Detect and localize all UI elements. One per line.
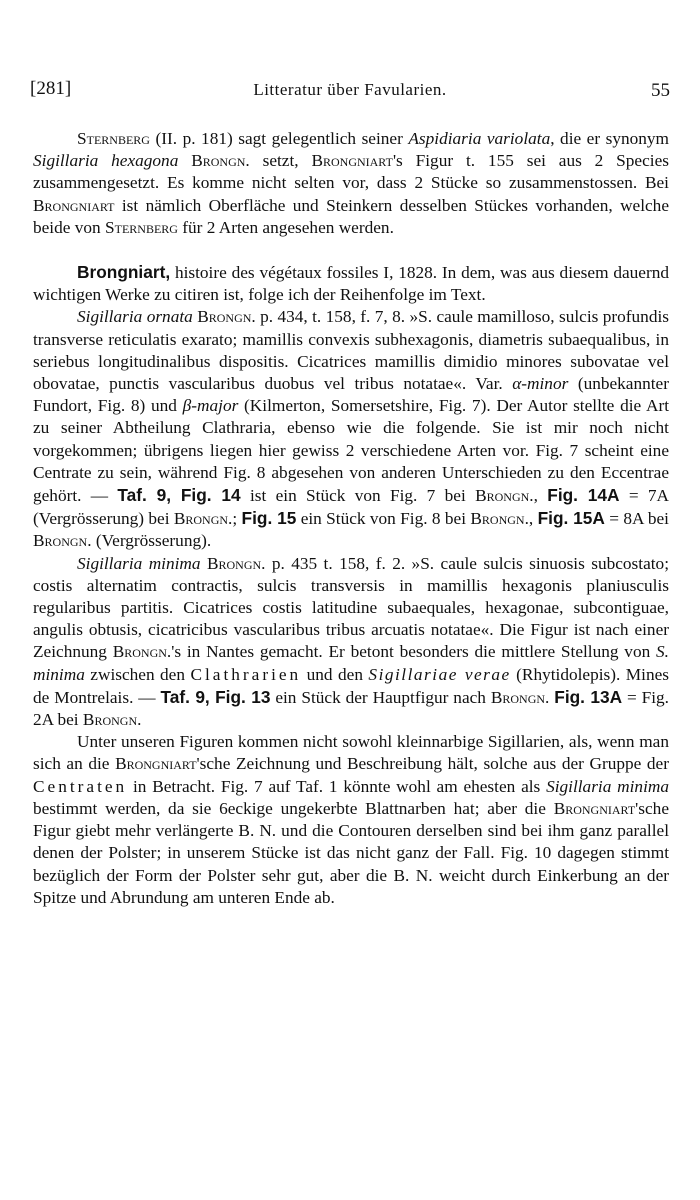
small-caps-name: Brongniart — [311, 151, 393, 171]
running-title: Litteratur über Favularien. — [253, 80, 447, 99]
spaced-term: Clathrarien — [190, 664, 302, 684]
text-run: ist nämlich Oberfläche und Steinkern desselben Stückes vorhanden, welche beide von — [33, 195, 669, 237]
spaced-term: Centraten — [33, 776, 128, 796]
italic-term: Aspidiaria variolata — [408, 129, 551, 148]
text-run: = 7A (Vergrösserung) bei — [33, 486, 670, 529]
paragraph-sigillaria-minima — [33, 553, 669, 732]
text-run: (unbekannter Fundort, Fig. 8) und — [33, 374, 669, 416]
text-run: 's in Nantes gemacht. Er betont besonders die mittlere Stellung von — [171, 642, 657, 662]
text-run: p. 435 t. 158, f. 2. »S. caule sulcis sinuosis subcostato; costis alternatim contractis, sulcis transversis in mamillis hexagonis planiusculis regularibus partitis. Cicatrices costis latitudine subaequales, hexagonae, subcontiguae, angulis obtusis, cicatricibus vascularibus tribus arcuatis notatae«. Die Figur ist nach einer Zeichnung — [33, 553, 669, 662]
text-run: setzt, — [249, 151, 312, 171]
text-run: , die er synonym — [550, 129, 669, 148]
text-run: , — [533, 486, 548, 506]
text-run: = 8A bei — [604, 509, 669, 529]
small-caps-name: Sternberg — [105, 217, 178, 237]
small-caps-name: Brongniart — [115, 754, 197, 774]
text-run: ; — [232, 509, 242, 529]
small-caps-name: Brongniart — [33, 195, 115, 215]
header-page-marker: [281] — [30, 78, 72, 99]
small-caps-name: Brongn. — [82, 710, 142, 730]
small-caps-name: Brongn. — [197, 307, 256, 327]
text-run: (Rhytidolepis). Mines de Montrelais. — — [33, 664, 669, 707]
text-run: 'sche Figur giebt mehr verlängerte B. N. und die Contouren derselben sind bei ihm ganz parallel denen der Polster; in unserem Stücke ist das nicht ganz der Fall. Fig. 10 dagegen stimmt bezüglich der Form der Polster sehr gut, aber die B. N. weicht durch Einkerbung an der Spitze und Abrundung am unteren Ende ab. — [33, 798, 669, 907]
body-text — [33, 128, 669, 909]
italic-term: S. minima — [33, 642, 669, 684]
small-caps-name: Brongn. — [470, 509, 529, 529]
text-run: ein Stück von Fig. 8 bei — [296, 509, 471, 529]
text-run: ist ein Stück von Fig. 7 bei — [240, 486, 476, 506]
italic-term: α-minor — [512, 374, 569, 394]
bold-reference: Fig. 15A — [537, 508, 605, 529]
text-run: 'sche Zeichnung und Beschreibung hält, solche aus der Gruppe der — [196, 754, 669, 774]
text-run: (Kilmerton, Somersetshire, Fig. 7). Der Autor stellte die Art zu seiner Abtheilung Clathraria, ebenso wie die folgende. Sie ist mir noch nicht vorgekommen; übrigens liegen hier gewiss 2 verschiedene Arten vor. Fig. 7 scheint eine Centrate zu sein, während Fig. 8 abgesehen von anderen Unterschieden zu den Eccentrae gehört. — — [33, 396, 669, 506]
spaced-italic-term: Sigillariae verae — [368, 664, 511, 684]
text-run: histoire des végétaux fossiles I, 1828. In dem, was aus diesem dauernd wichtigen Werke zu citiren ist, folge ich der Reihenfolge im Text. — [33, 263, 669, 305]
italic-term: Sigillaria minima — [77, 553, 201, 573]
text-run: (Vergrösserung). — [91, 531, 212, 551]
small-caps-name: Brongn. — [490, 687, 550, 707]
text-run: und den — [301, 664, 369, 684]
italic-term: β-major — [182, 396, 239, 416]
small-caps-name: Brongn. — [112, 642, 172, 662]
paragraph-sternberg — [33, 128, 669, 239]
small-caps-name: Brongn. — [475, 486, 534, 506]
text-run: bestimmt werden, da sie 6eckige ungekerbte Blattnarben hat; aber die — [33, 798, 554, 818]
bold-reference: Fig. 15 — [241, 508, 297, 529]
page-number: 55 — [651, 80, 670, 101]
bold-reference: Fig. 14A — [547, 485, 620, 506]
text-run: Unter unseren Figuren kommen nicht sowohl kleinnarbige Sigillarien, als, wenn man sich an die — [33, 732, 669, 774]
paragraph-brongniart-histoire — [33, 261, 669, 306]
bold-reference: Brongniart, — [77, 262, 171, 283]
text-run: , — [528, 509, 538, 529]
small-caps-name: Brongn. — [206, 553, 266, 573]
text-run: p. 434, t. 158, f. 7, 8. »S. caule mamilloso, sulcis profundis transverse reticulatis exarato; mamillis convexis subhexagonis, diametris subaequalibus, in seriebus longitudinalibus dispositis. Cicatrices mamillis dimidio minores subovatae vel obovatae, punctis vascularibus duobus vel tribus notatae«. Var. — [33, 307, 669, 394]
text-run: (II. p. 181) sagt gelegentlich seiner — [149, 129, 409, 148]
small-caps-name: Brongn. — [33, 531, 92, 551]
bold-reference: Taf. 9, Fig. 13 — [160, 686, 271, 707]
italic-term: Sigillaria hexagona — [33, 151, 179, 171]
small-caps-name: Brongn. — [191, 151, 250, 171]
text-run — [178, 151, 191, 170]
text-run: = Fig. 2A bei — [33, 687, 670, 730]
bold-reference: Taf. 9, Fig. 14 — [117, 485, 241, 506]
text-run: 's Figur t. 155 sei aus 2 Species zusammengesetzt. Es komme nicht selten vor, dass 2 Stücke so zusammenstossen. Bei — [33, 151, 669, 193]
bold-reference: Fig. 13A — [554, 686, 623, 707]
paragraph-sigillaria-ornata — [33, 306, 669, 552]
small-caps-name: Brongniart — [553, 798, 636, 818]
text-run: ein Stück der Hauptfigur nach — [270, 687, 491, 707]
page-header — [30, 78, 670, 108]
paragraph-unter-unseren-figuren — [33, 731, 669, 909]
italic-term: Sigillaria ornata — [77, 307, 193, 327]
italic-term: Sigillaria minima — [546, 776, 669, 796]
text-run: zwischen den — [84, 664, 191, 684]
small-caps-name: Brongn. — [173, 509, 233, 529]
text-run: in Betracht. Fig. 7 auf Taf. 1 könnte wohl am ehesten als — [127, 776, 547, 796]
text-run: für 2 Arten angesehen werden. — [177, 217, 394, 237]
small-caps-name: Sternberg — [77, 129, 150, 148]
